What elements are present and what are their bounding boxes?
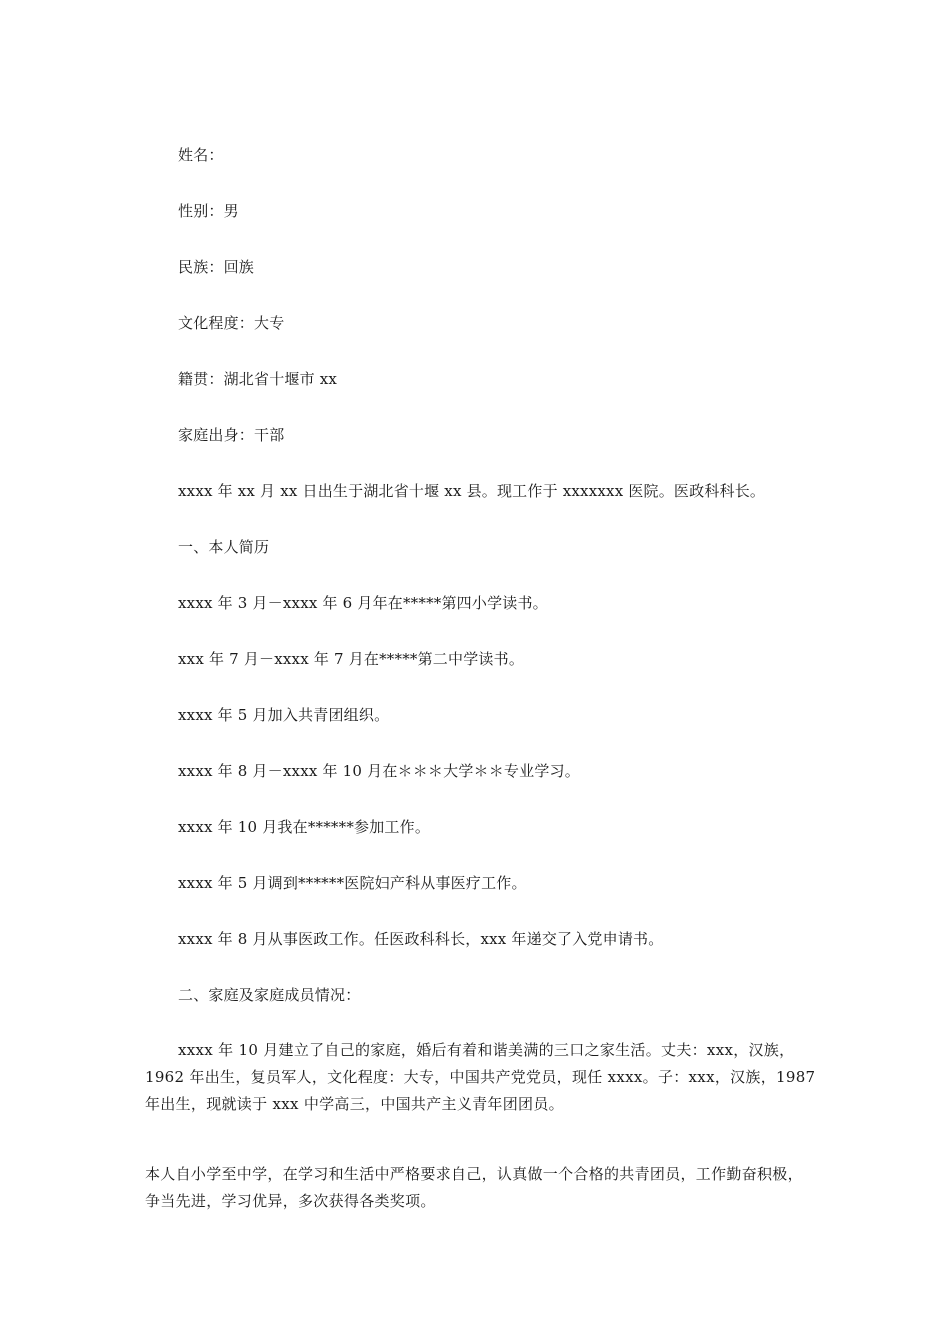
field-education: 文化程度：大专 [178, 314, 285, 332]
resume-item: xxxx 年 5 月调到******医院妇产科从事医疗工作。 [178, 874, 527, 892]
closing-paragraph: 本人自小学至中学，在学习和生活中严格要求自己，认真做一个合格的共青团员，工作勤奋积极，争当先进，学习优异，多次获得各类奖项。 [145, 1165, 803, 1210]
resume-item: xxxx 年 5 月加入共青团组织。 [178, 706, 390, 724]
field-family-background: 家庭出身：干部 [178, 426, 285, 444]
section-heading-family: 二、家庭及家庭成员情况： [178, 986, 361, 1004]
resume-item: xxxx 年 3 月－xxxx 年 6 月年在*****第四小学读书。 [178, 594, 548, 612]
field-ethnicity: 民族：回族 [178, 258, 255, 276]
section-heading-resume: 一、本人简历 [178, 538, 270, 556]
birth-line: xxxx 年 xx 月 xx 日出生于湖北省十堰 xx 县。现工作于 xxxxxxx 医院。医政科科长。 [178, 482, 766, 500]
field-gender: 性别：男 [178, 202, 239, 220]
resume-item: xxx 年 7 月－xxxx 年 7 月在*****第二中学读书。 [178, 650, 525, 668]
resume-item: xxxx 年 8 月－xxxx 年 10 月在＊＊＊大学＊＊专业学习。 [178, 762, 580, 780]
resume-item: xxxx 年 10 月我在******参加工作。 [178, 818, 431, 836]
field-name: 姓名： [178, 146, 224, 164]
field-native-place: 籍贯：湖北省十堰市 xx [178, 370, 338, 388]
resume-item: xxxx 年 8 月从事医政工作。任医政科科长，xxx 年递交了入党申请书。 [178, 930, 664, 948]
family-paragraph: xxxx 年 10 月建立了自己的家庭，婚后有着和谐美满的三口之家生活。丈夫：xxx，汉族，1962 年出生，复员军人，文化程度：大专，中国共产党党员，现任 xxxx。子：xxx，汉族，1987 年出生，现就读于 xxx 中学高三，中国共产主义青年团团员。 [145, 1041, 816, 1113]
